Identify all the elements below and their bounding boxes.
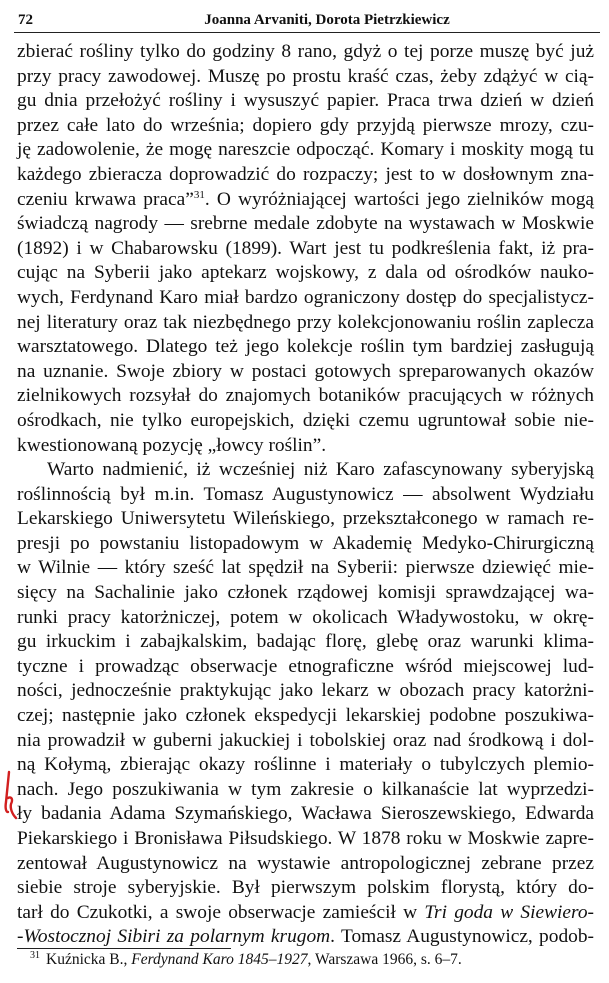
text-line: nia prowadził w guberni jakuckiej i tobolskiej oraz nad środkową i dol-: [17, 729, 594, 751]
text-line-with-footnote-ref: [17, 188, 594, 213]
text-line: sięcy na Sachalinie jako członek rządowej komisji sprawdzającej wa-: [17, 582, 594, 604]
italic-title: Tri goda w Siewiero-: [424, 901, 595, 923]
text-line: ję zadowolenie, że mogę nareszcie odpocząć. Komary i moskity mogą tu: [17, 139, 594, 161]
text-line: nej literatury oraz tak niezbędnego przy kolekcjonowaniu roślin zaplecza: [17, 311, 594, 333]
text-line: przy pracy zawodowej. Muszę po prostu kraść czas, żeby zdążyć w cią-: [17, 65, 594, 87]
text-line: roślinnością był m.in. Tomasz Augustynowicz — absolwent Wydziału: [17, 483, 594, 505]
footnote-ref: 31: [193, 188, 205, 201]
text-line: ły badania Adama Szymańskiego, Wacława Sieroszewskiego, Edwarda: [17, 803, 594, 825]
footnote-rest: , Warszawa 1966, s. 6–7.: [307, 951, 462, 968]
text-line: runki pracy katorżniczej, potem w okolicach Władywostoku, w okrę-: [17, 606, 594, 628]
running-header: [14, 6, 600, 33]
italic-title: -Wostocznoj Sibiri za polarnym krugom: [17, 926, 331, 948]
text-segment: czeniu krwawa praca”: [17, 188, 194, 210]
running-head: Joanna Arvaniti, Dorota Pietrzkiewicz: [204, 12, 450, 28]
footnote-title: Ferdynand Karo 1845–1927: [131, 951, 308, 968]
footnote-rule: [17, 948, 231, 949]
text-line: świadczą nagrody — srebrne medale zdobyte na wystawach w Moskwie: [17, 213, 594, 235]
text-line: wych, Ferdynand Karo miał bardzo ograniczony dostęp do specjalistycz-: [17, 286, 594, 308]
text-line: czej; następnie jako członek ekspedycji lekarskiej podobne poszukiwa-: [17, 705, 594, 727]
text-line: w Wilnie — który sześć lat spędził na Syberii: pierwsze dziewięć mie-: [17, 557, 594, 579]
text-line: ośrodkach, nie tylko europejskich, dzięki czemu ugruntował sobie nie-: [17, 409, 594, 431]
margin-mark-stroke: [6, 772, 16, 818]
text-line: nach. Jego poszukiwania w tym zakresie o kilkanaście lat wyprzedzi-: [17, 778, 594, 800]
text-line-with-italic: [17, 901, 594, 926]
text-line: każdego zbieracza doprowadzić do rozpaczy; jest to w dosłownym zna-: [17, 163, 594, 185]
text-line: kwestionowaną pozycję „łowcy roślin”.: [17, 434, 327, 456]
page-number: 72: [18, 12, 33, 28]
text-segment: . Tomasz Augustynowicz, podob-: [330, 926, 594, 948]
text-line: przez całe lato do września; dopiero gdy przyjdą pierwsze mrozy, czu-: [17, 114, 594, 136]
text-line: (1892) i w Chabarowsku (1899). Wart jest tu podkreślenia fakt, iż pra-: [17, 237, 594, 259]
text-line-paragraph-start: Warto nadmienić, iż wcześniej niż Karo zafascynowany syberyjską: [47, 459, 594, 481]
footnote-author: Kuźnicka B.,: [46, 951, 132, 968]
text-line: gu irkuckim i zabajkalskim, badając florę, glebę oraz warunki klima-: [17, 631, 594, 653]
text-line-with-italic: [17, 925, 594, 950]
text-line: zbierać rośliny tylko do godziny 8 rano, gdyż o tej porze muszę być już: [17, 41, 594, 62]
footnote-number: 31: [30, 950, 40, 961]
text-line: cując na Syberii jako aptekarz wojskowy, z dala od ośrodków nauko-: [17, 262, 594, 284]
text-segment: tarł do Czukotki, a swoje obserwacje zamieścił w: [17, 901, 425, 923]
text-line: zentował Augustynowicz na wystawie antropologicznej zebrane przez: [17, 852, 594, 874]
text-line: gu dnia przełożyć rośliny i wysuszyć papier. Praca trwa dzień w dzień: [17, 90, 594, 112]
text-line: na uznanie. Swoje zbiory w postaci gotowych spreparowanych okazów: [17, 360, 594, 382]
text-line: ną Kołymą, zbierając okazy roślinne i materiały o tubylczych plemio-: [17, 754, 594, 776]
text-line: tyczne i prowadząc obserwacje etnograficzne wśród miejscowej lud-: [17, 655, 594, 677]
text-segment: . O wyróżniającej wartości jego zielników mogą: [204, 188, 594, 210]
text-line: zielnikowych rozsyłał do znajomych botaników pracujących w różnych: [17, 385, 594, 407]
text-line: Lekarskiego Uniwersytetu Wileńskiego, przekształconego w ramach re-: [17, 508, 594, 530]
handwritten-margin-mark: [0, 768, 22, 828]
footnote: [30, 951, 462, 969]
body-text: [17, 40, 594, 950]
text-line: Piekarskiego i Bronisława Piłsudskiego. W 1878 roku w Moskwie zapre-: [17, 828, 594, 849]
text-line: presji po powstaniu listopadowym w Akademię Medyko-Chirurgiczną: [17, 532, 594, 554]
text-line: ności, jednocześnie praktykując jako lekarz w obozach pracy katorżni-: [17, 680, 594, 702]
text-line: warsztatowego. Dlatego też jego kolekcje roślin tym bardziej zasługują: [17, 336, 594, 358]
text-line: siebie stroje syberyjskie. Był pierwszym polskim florystą, który do-: [17, 877, 594, 899]
